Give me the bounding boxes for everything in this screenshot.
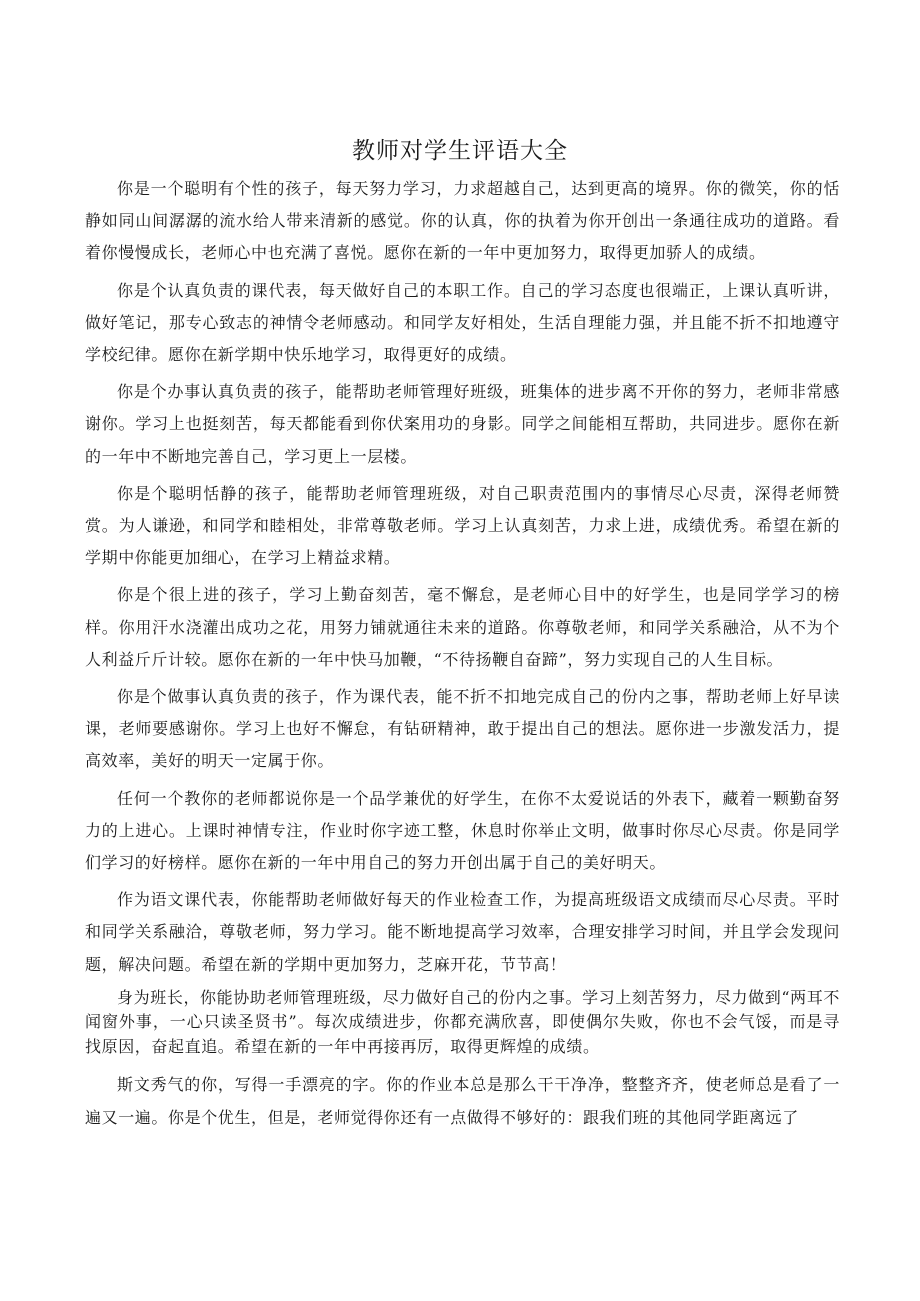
paragraph-8: 作为语文课代表，你能帮助老师做好每天的作业检查工作，为提高班级语文成绩而尽心尽责。平时和同学关系融洽，尊敬老师，努力学习。能不断地提高学习效率，合理安排学习时间，并且学会发现问题，解决问题。希望在新的学期中更加努力，芝麻开花，节节高！ <box>85 890 840 974</box>
document-title: 教师对学生评语大全 <box>352 138 568 164</box>
paragraph-3: 你是个办事认真负责的孩子，能帮助老师管理好班级，班集体的进步离不开你的努力，老师非常感谢你。学习上也挺刻苦，每天都能看到你伏案用功的身影。同学之间能相互帮助，共同进步。愿你在新的一年中不断地完善自己，学习更上一层楼。 <box>85 382 840 466</box>
paragraph-9: 身为班长，你能协助老师管理班级，尽力做好自己的份内之事。学习上刻苦努力，尽力做到“两耳不闻窗外事，一心只读圣贤书”。每次成绩进步，你都充满欣喜，即使偶尔失败，你也不会气馁，而是寻找原因，奋起直追。希望在新的一年中再接再厉，取得更辉煌的成绩。 <box>85 987 840 1056</box>
paragraph-2: 你是个认真负责的课代表，每天做好自己的本职工作。自己的学习态度也很端正，上课认真听讲，做好笔记，那专心致志的神情令老师感动。和同学友好相处，生活自理能力强，并且能不折不扣地遵守学校纪律。愿你在新学期中快乐地学习，取得更好的成绩。 <box>85 280 840 365</box>
paragraph-5: 你是个很上进的孩子，学习上勤奋刻苦，毫不懈怠，是老师心目中的好学生，也是同学学习的榜样。你用汗水浇灌出成功之花，用努力铺就通往未来的道路。你尊敬老师，和同学关系融洽，从不为个人利益斤斤计较。愿你在新的一年中快马加鞭，“不待扬鞭自奋蹄”，努力实现自己的人生目标。 <box>85 585 840 669</box>
paragraph-10: 斯文秀气的你，写得一手漂亮的字。你的作业本总是那么干干净净，整整齐齐，使老师总是看了一遍又一遍。你是个优生，但是，老师觉得你还有一点做得不够好的：跟我们班的其他同学距离远了 <box>85 1075 840 1127</box>
paragraph-4: 你是个聪明恬静的孩子，能帮助老师管理班级，对自己职责范围内的事情尽心尽责，深得老师赞赏。为人谦逊，和同学和睦相处，非常尊敬老师。学习上认真刻苦，力求上进，成绩优秀。希望在新的学期中你能更加细心，在学习上精益求精。 <box>85 483 840 568</box>
paragraph-7: 任何一个教你的老师都说你是一个品学兼优的好学生，在你不太爱说话的外表下，藏着一颗勤奋努力的上进心。上课时神情专注，作业时你字迹工整，休息时你举止文明，做事时你尽心尽责。你是同学们学习的好榜样。愿你在新的一年中用自己的努力开创出属于自己的美好明天。 <box>85 788 840 873</box>
document-body <box>85 173 840 1139</box>
paragraph-1: 你是一个聪明有个性的孩子，每天努力学习，力求超越自己，达到更高的境界。你的微笑，你的恬静如同山间潺潺的流水给人带来清新的感觉。你的认真，你的执着为你开创出一条通往成功的道路。看着你慢慢成长，老师心中也充满了喜悦。愿你在新的一年中更加努力，取得更加骄人的成绩。 <box>85 179 840 263</box>
paragraph-6: 你是个做事认真负责的孩子，作为课代表，能不折不扣地完成自己的份内之事，帮助老师上好早读课，老师要感谢你。学习上也好不懈怠，有钻研精神，敢于提出自己的想法。愿你进一步激发活力，提高效率，美好的明天一定属于你。 <box>85 687 840 771</box>
